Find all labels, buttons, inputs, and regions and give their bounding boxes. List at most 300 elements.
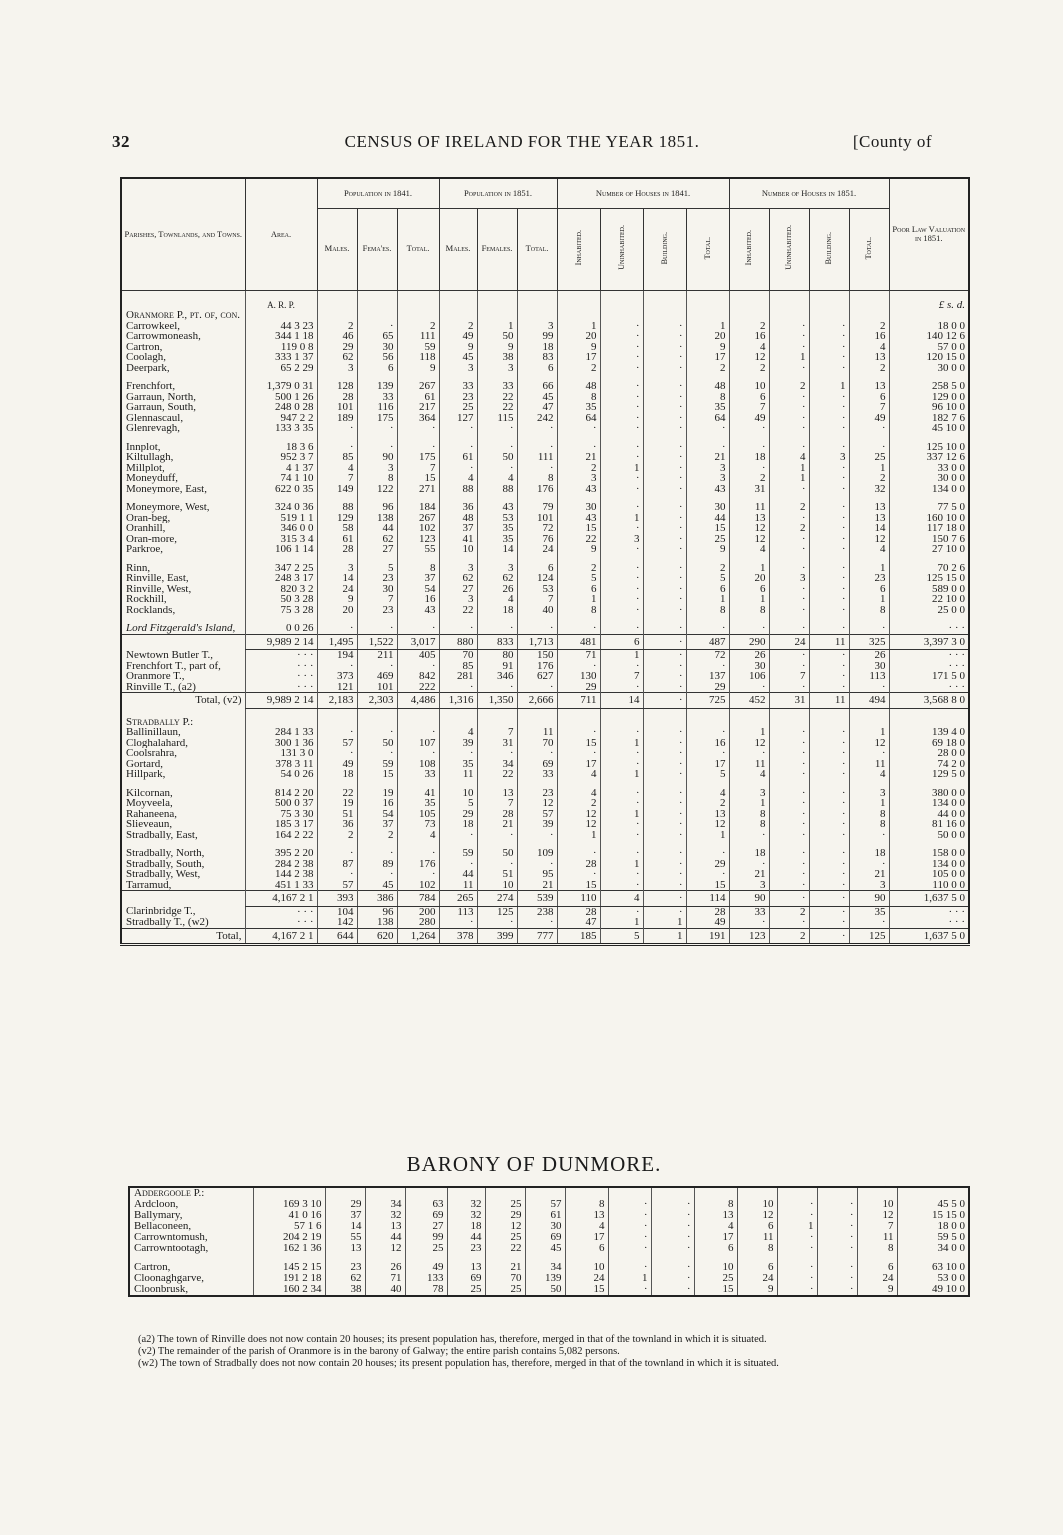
- row-label: Parkroe,: [126, 544, 163, 555]
- table-row: [121, 363, 969, 374]
- row-value: 1: [686, 594, 729, 605]
- row-value: 880: [439, 634, 477, 650]
- section-addergoole: Addergoole P.:: [134, 1187, 205, 1199]
- row-value: 28: [317, 392, 357, 403]
- row-value: 7: [517, 594, 557, 605]
- row-label: Cartron,: [126, 341, 163, 352]
- table-row: [121, 650, 969, 661]
- row-value: ·: [809, 484, 849, 495]
- row-value: ·: [769, 748, 809, 759]
- row-label: Rockhill,: [126, 594, 167, 605]
- row-value: ·: [557, 869, 600, 880]
- row-value: ·: [397, 423, 439, 434]
- row-value: ·: [643, 544, 686, 555]
- row-value: 6: [849, 392, 889, 403]
- row-value: 4: [477, 473, 517, 484]
- row-value: 725: [686, 693, 729, 709]
- row-value: ·: [557, 623, 600, 634]
- row-value: 90: [357, 452, 397, 463]
- row-label: Coolsrahra,: [126, 748, 178, 759]
- row-value: 1: [600, 917, 643, 928]
- row-value: ·: [643, 594, 686, 605]
- row-value: 125 15 0: [889, 573, 969, 584]
- row-value: 620: [357, 928, 397, 945]
- row-value: ·: [643, 859, 686, 870]
- row-label: Hillpark,: [126, 769, 166, 780]
- row-value: 10: [694, 1262, 737, 1273]
- row-value: 32: [447, 1199, 485, 1210]
- row-value: 49: [686, 917, 729, 928]
- row-value: ·: [357, 727, 397, 738]
- row-value: 32: [849, 484, 889, 495]
- row-value: 33: [729, 906, 769, 917]
- row-value: 3,568 8 0: [889, 693, 969, 709]
- stradbally-subtotal: [121, 891, 969, 907]
- row-value: 44: [686, 513, 729, 524]
- row-value: 175: [397, 452, 439, 463]
- row-value: ·: [643, 682, 686, 693]
- row-value: 333 1 37: [245, 352, 317, 363]
- row-value: 31: [477, 738, 517, 749]
- row-value: 90: [729, 891, 769, 907]
- row-value: ·: [769, 798, 809, 809]
- row-value: 37: [439, 523, 477, 534]
- row-value: 13: [325, 1243, 365, 1254]
- section-oranmore: Oranmore P., pt. of, con.: [126, 310, 241, 321]
- row-value: 142: [317, 917, 357, 928]
- col-males-1841: Males.: [317, 208, 357, 290]
- row-value: ·: [439, 830, 477, 841]
- row-value: 1: [729, 727, 769, 738]
- row-value: 70: [485, 1273, 525, 1284]
- row-value: 12: [857, 1210, 897, 1221]
- row-value: 3: [517, 321, 557, 332]
- row-value: 85: [439, 661, 477, 672]
- row-value: ·: [769, 869, 809, 880]
- total-row: [121, 928, 969, 945]
- row-value: 50 0 0: [889, 830, 969, 841]
- row-value: 378 3 11: [245, 759, 317, 770]
- row-value: 1: [600, 513, 643, 524]
- row-value: 7: [357, 594, 397, 605]
- row-value: 31: [729, 484, 769, 495]
- row-value: 139: [357, 381, 397, 392]
- row-value: 139 4 0: [889, 727, 969, 738]
- row-value: 47: [517, 402, 557, 413]
- row-value: 267: [397, 381, 439, 392]
- table-row: [121, 727, 969, 738]
- row-value: 500 1 26: [245, 392, 317, 403]
- row-value: ·: [600, 798, 643, 809]
- row-value: 30: [357, 584, 397, 595]
- row-value: 16: [686, 738, 729, 749]
- row-value: 1,522: [357, 634, 397, 650]
- row-value: ·: [397, 442, 439, 453]
- row-value: 386: [357, 891, 397, 907]
- table-row: [121, 523, 969, 534]
- row-value: ·: [397, 748, 439, 759]
- row-value: ·: [600, 523, 643, 534]
- row-value: 15: [557, 523, 600, 534]
- row-value: 25: [849, 452, 889, 463]
- row-value: 469: [357, 671, 397, 682]
- row-value: 65: [357, 331, 397, 342]
- row-value: 125: [477, 906, 517, 917]
- row-value: 145 2 15: [253, 1262, 325, 1273]
- row-label: Glenrevagh,: [126, 423, 181, 434]
- table-row: [121, 463, 969, 474]
- row-value: 25: [694, 1273, 737, 1284]
- table-row: [129, 1273, 969, 1284]
- table-row: [121, 880, 969, 891]
- row-value: 81 16 0: [889, 819, 969, 830]
- row-value: 31: [769, 693, 809, 709]
- row-value: 121: [317, 682, 357, 693]
- row-value: 50: [525, 1284, 565, 1296]
- row-value: ·: [643, 693, 686, 709]
- row-value: 8: [694, 1199, 737, 1210]
- row-value: 41 0 16: [253, 1210, 325, 1221]
- row-value: ·: [849, 682, 889, 693]
- row-value: 15: [557, 738, 600, 749]
- row-value: 16: [397, 594, 439, 605]
- row-value: ·: [809, 321, 849, 332]
- row-value: 24: [737, 1273, 777, 1284]
- row-value: 2: [557, 363, 600, 374]
- row-value: ·: [643, 727, 686, 738]
- row-value: ·: [600, 413, 643, 424]
- row-value: 4: [849, 342, 889, 353]
- row-label: Oran-beg,: [126, 512, 171, 523]
- table-row: [121, 840, 969, 848]
- row-value: ·: [600, 392, 643, 403]
- row-value: 63 10 0: [897, 1262, 969, 1273]
- row-value: 9: [686, 544, 729, 555]
- row-value: 45: [517, 392, 557, 403]
- row-value: ·: [809, 682, 849, 693]
- row-value: 45: [357, 880, 397, 891]
- row-value: ·: [439, 917, 477, 928]
- row-value: ·: [557, 423, 600, 434]
- county-heading: [County of: [852, 132, 932, 151]
- row-value: 39: [517, 819, 557, 830]
- row-value: 8: [517, 473, 557, 484]
- row-value: 160 10 0: [889, 513, 969, 524]
- row-value: 393: [317, 891, 357, 907]
- row-value: 25: [439, 402, 477, 413]
- row-value: ·: [769, 830, 809, 841]
- row-value: 4: [600, 891, 643, 907]
- row-value: 1: [477, 321, 517, 332]
- row-value: ·: [600, 906, 643, 917]
- row-value: 69: [405, 1210, 447, 1221]
- row-label: Gortard,: [126, 758, 163, 769]
- row-value: 265: [439, 891, 477, 907]
- table-row: [129, 1284, 969, 1296]
- row-value: 28: [686, 906, 729, 917]
- row-value: 16: [357, 798, 397, 809]
- row-value: 106 1 14: [245, 544, 317, 555]
- row-value: 69: [447, 1273, 485, 1284]
- row-value: 4: [397, 830, 439, 841]
- row-value: ·: [817, 1273, 857, 1284]
- row-value: ·: [686, 727, 729, 738]
- row-value: 8: [729, 819, 769, 830]
- row-value: ·: [651, 1232, 694, 1243]
- row-value: ·: [769, 534, 809, 545]
- row-value: 777: [517, 928, 557, 945]
- total-row: [121, 634, 969, 650]
- col-uninhabited-1841: Uninhabited.: [600, 208, 643, 290]
- stradbally-total: [121, 928, 969, 945]
- table-row: [121, 859, 969, 870]
- row-value: 123: [397, 534, 439, 545]
- row-value: ·: [651, 1262, 694, 1273]
- row-value: 80: [477, 650, 517, 661]
- row-value: 33: [439, 381, 477, 392]
- row-value: 2: [769, 928, 809, 945]
- row-value: 1: [600, 650, 643, 661]
- row-value: 200: [397, 906, 439, 917]
- table-row: [121, 555, 969, 563]
- table-row: [121, 573, 969, 584]
- row-value: · · ·: [245, 661, 317, 672]
- row-value: 62: [439, 573, 477, 584]
- row-value: · · ·: [889, 623, 969, 634]
- row-value: ·: [643, 738, 686, 749]
- row-value: 50 3 28: [245, 594, 317, 605]
- row-value: 11: [729, 502, 769, 513]
- row-value: 88: [439, 484, 477, 495]
- row-value: 96: [357, 502, 397, 513]
- row-value: ·: [817, 1262, 857, 1273]
- row-value: 29: [485, 1210, 525, 1221]
- row-value: 9: [557, 544, 600, 555]
- row-value: ·: [817, 1199, 857, 1210]
- row-value: 102: [397, 880, 439, 891]
- row-value: 267: [397, 513, 439, 524]
- row-value: 1: [769, 352, 809, 363]
- row-value: ·: [686, 869, 729, 880]
- row-value: ·: [769, 413, 809, 424]
- row-value: 120 15 0: [889, 352, 969, 363]
- running-head: [112, 132, 932, 156]
- table-row: [121, 381, 969, 392]
- row-value: 14: [325, 1221, 365, 1232]
- row-value: 19: [317, 798, 357, 809]
- col-building-1841: Building.: [643, 208, 686, 290]
- row-value: 1: [557, 321, 600, 332]
- table-row: [121, 769, 969, 780]
- row-value: ·: [557, 748, 600, 759]
- row-value: 238: [517, 906, 557, 917]
- row-label: Innplot,: [126, 441, 161, 452]
- row-label: [121, 891, 245, 907]
- row-value: 33 0 0: [889, 463, 969, 474]
- row-value: · · ·: [889, 661, 969, 672]
- row-value: 28 0 0: [889, 748, 969, 759]
- row-value: 8: [857, 1243, 897, 1254]
- row-value: ·: [317, 748, 357, 759]
- row-value: ·: [769, 891, 809, 907]
- row-value: ·: [729, 623, 769, 634]
- row-value: ·: [317, 442, 357, 453]
- row-value: 75 3 28: [245, 605, 317, 616]
- row-value: 33: [477, 381, 517, 392]
- page-title: CENSUS OF IRELAND FOR THE YEAR 1851.: [344, 132, 700, 151]
- row-value: 222: [397, 682, 439, 693]
- row-value: 88: [477, 484, 517, 495]
- row-value: 346: [477, 671, 517, 682]
- row-value: 4,167 2 1: [245, 891, 317, 907]
- row-value: 3: [557, 473, 600, 484]
- row-value: 2: [769, 523, 809, 534]
- row-value: 644: [317, 928, 357, 945]
- row-value: 13: [849, 502, 889, 513]
- row-value: 65 2 29: [245, 363, 317, 374]
- row-value: 15: [557, 880, 600, 891]
- row-value: ·: [809, 573, 849, 584]
- row-value: ·: [517, 917, 557, 928]
- row-value: 29: [557, 682, 600, 693]
- row-value: 3: [439, 594, 477, 605]
- row-value: ·: [729, 748, 769, 759]
- row-value: 8: [686, 392, 729, 403]
- row-value: ·: [517, 463, 557, 474]
- row-label: Kilcornan,: [126, 787, 173, 798]
- table-row: [121, 906, 969, 917]
- row-value: 12: [517, 798, 557, 809]
- row-value: 61: [525, 1210, 565, 1221]
- row-value: 78: [405, 1284, 447, 1296]
- col-pop1841: Population in 1841.: [317, 178, 439, 208]
- row-value: 1: [557, 594, 600, 605]
- row-value: 164 2 22: [245, 830, 317, 841]
- row-value: ·: [849, 917, 889, 928]
- row-value: 37: [397, 573, 439, 584]
- row-value: 49: [849, 413, 889, 424]
- row-label: Total,: [121, 928, 245, 945]
- row-value: 1: [729, 798, 769, 809]
- row-value: 1: [849, 563, 889, 574]
- total-row: [121, 891, 969, 907]
- row-value: 51: [317, 809, 357, 820]
- row-label: Slieveaun,: [126, 819, 173, 830]
- oranmore-townlands: [121, 321, 969, 635]
- row-value: 2: [849, 473, 889, 484]
- row-value: ·: [809, 402, 849, 413]
- row-value: 23: [849, 573, 889, 584]
- row-value: 6: [849, 584, 889, 595]
- row-value: 61: [439, 452, 477, 463]
- row-value: 2: [849, 321, 889, 332]
- row-value: 21: [686, 452, 729, 463]
- row-value: 55: [397, 544, 439, 555]
- row-value: ·: [643, 798, 686, 809]
- table-row: [121, 605, 969, 616]
- row-value: ·: [769, 563, 809, 574]
- row-value: ·: [643, 402, 686, 413]
- row-value: 405: [397, 650, 439, 661]
- row-label: Carrowntomush,: [134, 1232, 208, 1243]
- row-value: ·: [317, 848, 357, 859]
- row-value: 3: [686, 473, 729, 484]
- row-value: 8: [729, 809, 769, 820]
- row-label: Rinville, West,: [126, 583, 192, 594]
- row-value: 105 0 0: [889, 869, 969, 880]
- row-value: 134 0 0: [889, 859, 969, 870]
- row-value: 34: [365, 1199, 405, 1210]
- row-value: ·: [809, 363, 849, 374]
- row-value: 274: [477, 891, 517, 907]
- row-value: 4: [686, 788, 729, 799]
- row-value: 102: [397, 523, 439, 534]
- row-value: 130: [557, 671, 600, 682]
- row-value: 61: [397, 392, 439, 403]
- row-value: 18 3 6: [245, 442, 317, 453]
- row-value: 35: [557, 402, 600, 413]
- row-value: 57: [317, 738, 357, 749]
- table-row: [121, 423, 969, 434]
- row-value: ·: [809, 392, 849, 403]
- row-value: 1: [557, 830, 600, 841]
- row-value: ·: [809, 809, 849, 820]
- col-inhabited-1851: Inhabited.: [729, 208, 769, 290]
- row-value: 41: [439, 534, 477, 545]
- row-value: ·: [643, 463, 686, 474]
- table-row: [121, 780, 969, 788]
- row-value: 131 3 0: [245, 748, 317, 759]
- row-value: 25: [485, 1232, 525, 1243]
- row-value: 54: [397, 584, 439, 595]
- row-value: ·: [769, 809, 809, 820]
- row-value: 300 1 36: [245, 738, 317, 749]
- row-value: 169 3 10: [253, 1199, 325, 1210]
- row-value: 364: [397, 413, 439, 424]
- row-value: 211: [357, 650, 397, 661]
- row-value: 74 1 10: [245, 473, 317, 484]
- row-value: ·: [643, 819, 686, 830]
- row-value: 30 0 0: [889, 363, 969, 374]
- row-value: ·: [600, 848, 643, 859]
- row-value: 25: [405, 1243, 447, 1254]
- table-row: [121, 917, 969, 928]
- row-value: ·: [608, 1243, 651, 1254]
- row-value: 101: [517, 513, 557, 524]
- row-value: ·: [477, 830, 517, 841]
- row-value: ·: [643, 573, 686, 584]
- row-value: 6: [517, 363, 557, 374]
- row-value: 33: [517, 769, 557, 780]
- row-label: Clarinbridge T.,: [126, 906, 196, 917]
- row-label: Glennascaul,: [126, 412, 184, 423]
- row-value: 26: [365, 1262, 405, 1273]
- table-row: [121, 623, 969, 634]
- row-value: ·: [643, 759, 686, 770]
- row-value: 140 12 6: [889, 331, 969, 342]
- row-value: 70: [439, 650, 477, 661]
- row-value: 70 2 6: [889, 563, 969, 574]
- row-value: 71: [557, 650, 600, 661]
- row-value: 3: [317, 363, 357, 374]
- row-value: ·: [769, 880, 809, 891]
- row-label: Rinville, East,: [126, 573, 189, 584]
- row-value: 1: [686, 830, 729, 841]
- row-value: 35: [439, 759, 477, 770]
- table-row: [121, 402, 969, 413]
- row-value: 182 7 6: [889, 413, 969, 424]
- row-value: ·: [809, 906, 849, 917]
